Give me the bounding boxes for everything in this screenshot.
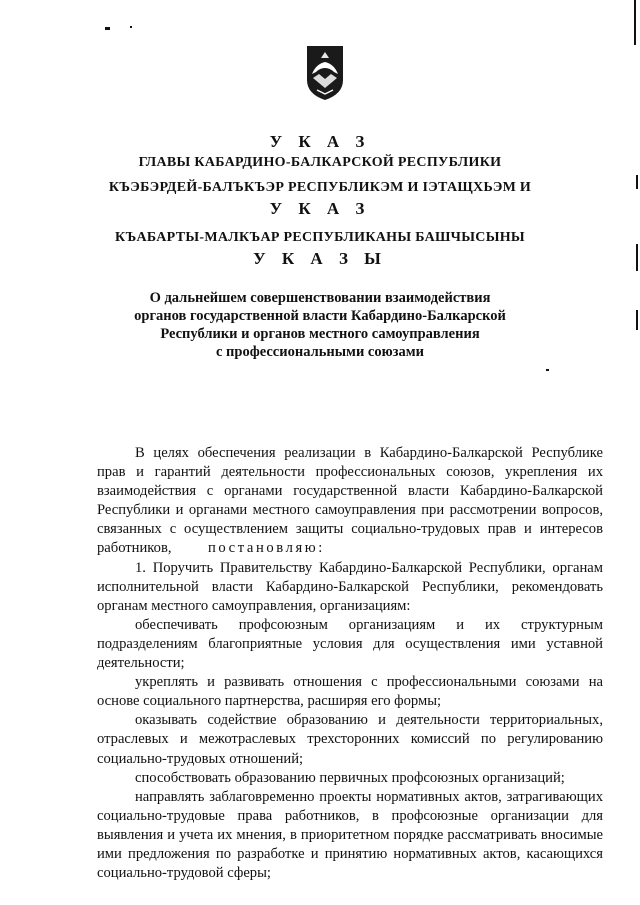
intro-text: В целях обеспечения реализации в Кабардино-Балкарской Республике прав и гарантий деятельности профессиональных союзов, укрепления их взаимодействия с органами государственной власти Кабардино-Балкарской Республики и органами местного самоуправления при рассмотрении вопросов, связанных с осуществлением защиты социально-трудовых прав и интересов работников,: [97, 445, 603, 557]
scan-speck: [546, 369, 549, 371]
clause-paragraph: способствовать образованию первичных профсоюзных организаций;: [135, 769, 565, 786]
clause-paragraph: обеспечивать профсоюзным организациям и их структурным подразделениям благоприятные условия для осуществления ими уставной деятельности;: [97, 616, 603, 672]
decree-header: [0, 131, 640, 269]
subject-line: с профессиональными союзами: [216, 344, 424, 360]
decree-title-kab: У К А З: [269, 199, 371, 218]
subject-line: органов государственной власти Кабардино-Балкарской: [134, 308, 506, 324]
subject-line: О дальнейшем совершенствовании взаимодействия: [149, 290, 491, 306]
decree-title-bal: У К А З Ы: [253, 249, 387, 268]
subject-line: Республики и органов местного самоуправления: [160, 326, 480, 342]
clause-paragraph: укреплять и развивать отношения с профессиональными союзами на основе социального партнерства, расширяя его формы;: [97, 674, 603, 710]
scan-edge-mark: [634, 0, 636, 45]
head-of-republic-kab: КЪЭБЭРДЕЙ-БАЛЪКЪЭР РЕСПУБЛИКЭМ И ІЭТАЩХЬЭМ И: [108, 180, 532, 195]
decree-subject: [80, 289, 560, 361]
coat-of-arms-icon: [303, 44, 347, 102]
scan-edge-mark: [636, 175, 638, 189]
clause-paragraph: оказывать содействие образованию и деятельности территориальных, отраслевых и межотраслевых трехсторонних комиссий по регулированию социально-трудовых отношений;: [97, 712, 603, 767]
scan-speck: [105, 27, 110, 30]
clause-paragraph: направлять заблаговременно проекты нормативных актов, затрагивающих социально-трудовые права работников, в профсоюзные организации для выявления и учета их мнения, в приоритетном порядке рассматривать вносимые ими предложения по разработке и принятию нормативных актов, касающихся социально-трудовой сферы;: [97, 788, 603, 882]
decree-title-ru: У К А З: [269, 132, 371, 151]
scan-edge-mark: [636, 310, 638, 330]
head-of-republic-bal: КЪАБАРТЫ-МАЛКЪАР РЕСПУБЛИКАНЫ БАШЧЫСЫНЫ: [115, 230, 525, 245]
head-of-republic-ru: ГЛАВЫ КАБАРДИНО-БАЛКАРСКОЙ РЕСПУБЛИКИ: [138, 155, 502, 170]
decree-body: [97, 444, 603, 883]
scan-edge-mark: [636, 244, 638, 271]
item-1-paragraph: 1. Поручить Правительству Кабардино-Балкарской Республики, органам исполнительной власти Кабардино-Балкарской Республики, рекомендовать органам местного самоуправления, организациям:: [97, 559, 603, 614]
resolve-word: постановляю:: [207, 540, 325, 557]
intro-paragraph: [97, 444, 603, 559]
scan-speck: [130, 26, 132, 28]
